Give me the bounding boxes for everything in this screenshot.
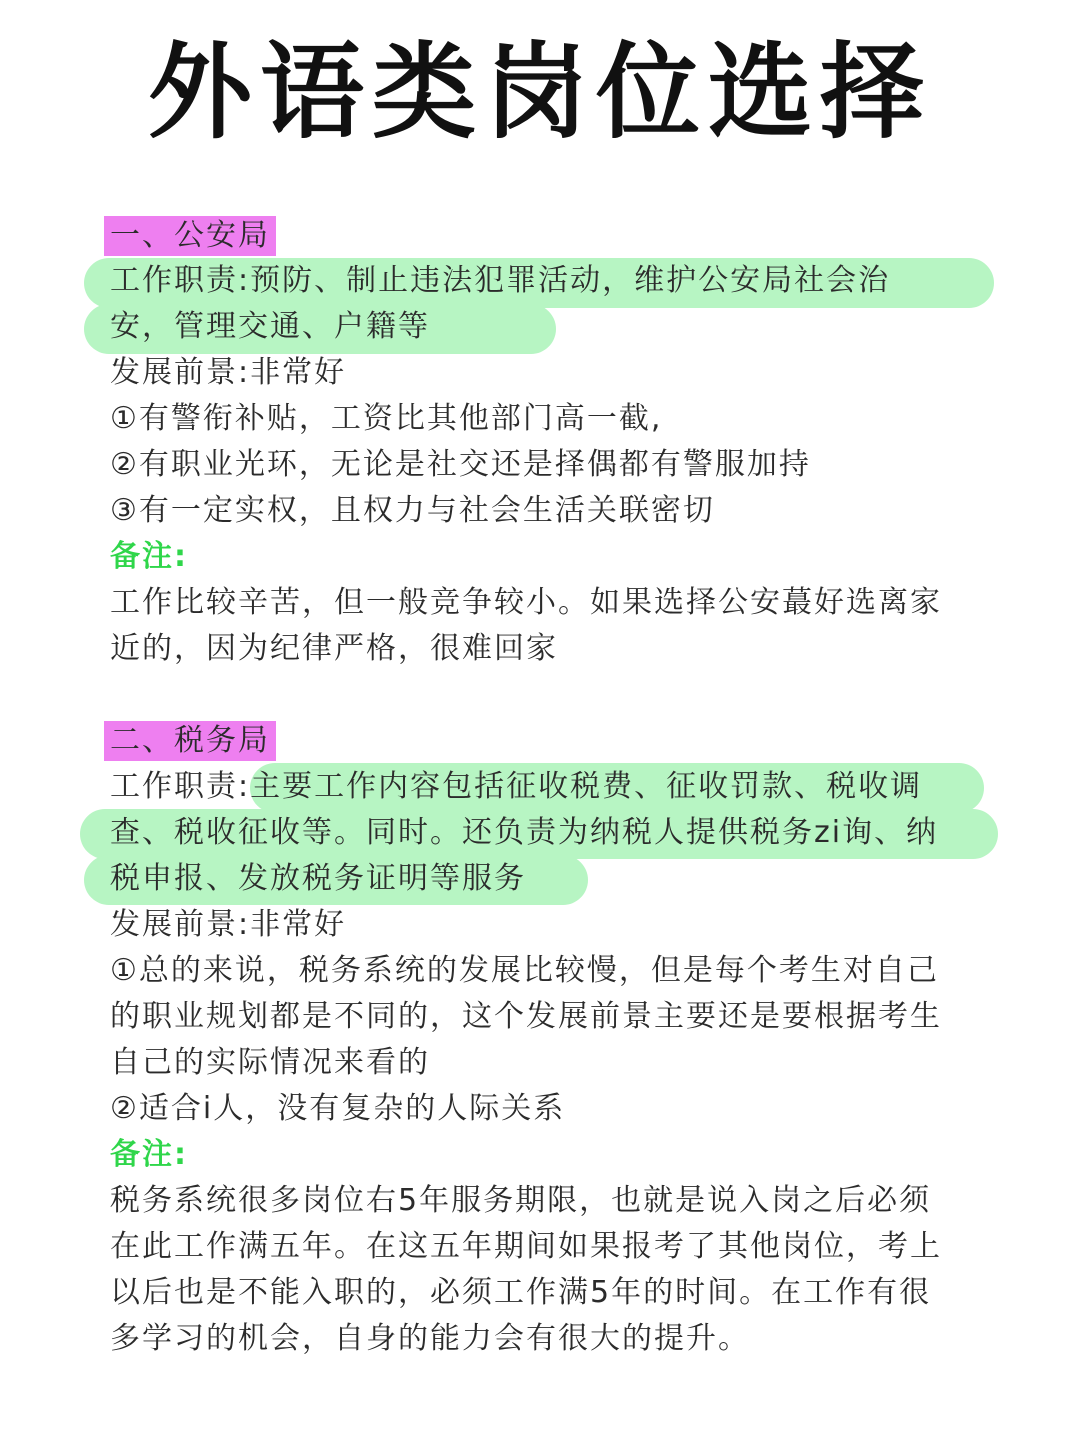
duty-text: 工作职责:主要工作内容包括征收税费、征收罚款、税收调: [110, 769, 923, 804]
duty-text: 工作职责:预防、制止违法犯罪活动，维护公安局社会治: [110, 263, 891, 298]
list-item: ②适合i人，没有复杂的人际关系: [110, 1091, 566, 1126]
note-text: 在此工作满五年。在这五年期间如果报考了其他岗位，考上: [110, 1229, 942, 1264]
list-item: 自己的实际情况来看的: [110, 1045, 430, 1080]
section-heading-tax-bureau: 二、税务局: [104, 721, 276, 761]
section-heading-public-security: 一、公安局: [104, 216, 276, 256]
duty-text: 税申报、发放税务证明等服务: [110, 861, 526, 896]
note-text: 以后也是不能入职的，必须工作满5年的时间。在工作有很: [110, 1275, 932, 1310]
prospect-text: 发展前景:非常好: [110, 907, 347, 942]
note-text: 工作比较辛苦，但一般竞争较小。如果选择公安蕞好选离家: [110, 585, 942, 620]
duty-text: 查、税收征收等。同时。还负责为纳税人提供税务zi询、纳: [110, 815, 939, 850]
page-title: 外语类岗位选择: [147, 31, 932, 153]
duty-text: 安，管理交通、户籍等: [110, 309, 430, 344]
note-text: 近的，因为纪律严格，很难回家: [110, 631, 558, 666]
note-text: 多学习的机会，自身的能力会有很大的提升。: [110, 1321, 750, 1356]
list-item: ③有一定实权，且权力与社会生活关联密切: [110, 493, 715, 528]
prospect-text: 发展前景:非常好: [110, 355, 347, 390]
list-item: ①总的来说，税务系统的发展比较慢，但是每个考生对自己: [110, 953, 939, 988]
list-item: ②有职业光环，无论是社交还是择偶都有警服加持: [110, 447, 811, 482]
list-item: ①有警衔补贴，工资比其他部门高一截,: [110, 401, 663, 436]
note-label: 备注:: [110, 539, 188, 574]
note-label: 备注:: [110, 1137, 188, 1172]
note-text: 税务系统很多岗位右5年服务期限，也就是说入岗之后必须: [110, 1183, 932, 1218]
list-item: 的职业规划都是不同的，这个发展前景主要还是要根据考生: [110, 999, 942, 1034]
